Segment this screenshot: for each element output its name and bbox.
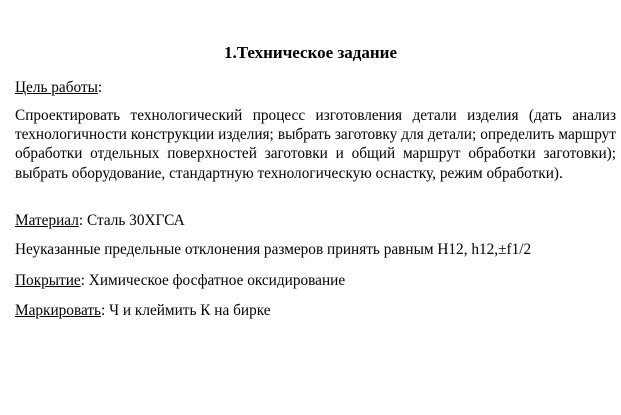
tolerance-line: Неуказанные предельные отклонения размеров принять равным Н12, h12,±f1/2 — [15, 241, 532, 258]
material-label: Материал — [15, 212, 79, 229]
goal-colon: : — [97, 79, 103, 96]
material-value: : Сталь 30ХГСА — [78, 212, 185, 229]
goal-text: Спроектировать технологический процесс изготовления детали изделия (дать анализ технологичности конструкции изделия; выбрать заготовку для детали; определить маршрут обработки отдельных поверхностей заготовки и общий маршрут обработки заготовки); выбрать оборудование, стандартную технологическую оснастку, режим обработки). — [15, 107, 616, 182]
coating-label: Покрытие — [15, 272, 81, 289]
coating-value: : Химическое фосфатное оксидирование — [80, 272, 346, 289]
marking-line — [15, 301, 616, 320]
material-line — [15, 211, 616, 230]
page-title: 1.Техническое задание — [223, 43, 398, 62]
marking-value: : Ч и клеймить К на бирке — [101, 302, 271, 319]
goal-label: Цель работы — [15, 79, 98, 96]
goal-heading — [15, 78, 616, 97]
marking-label: Маркировать — [15, 302, 102, 319]
coating-line — [15, 271, 616, 290]
